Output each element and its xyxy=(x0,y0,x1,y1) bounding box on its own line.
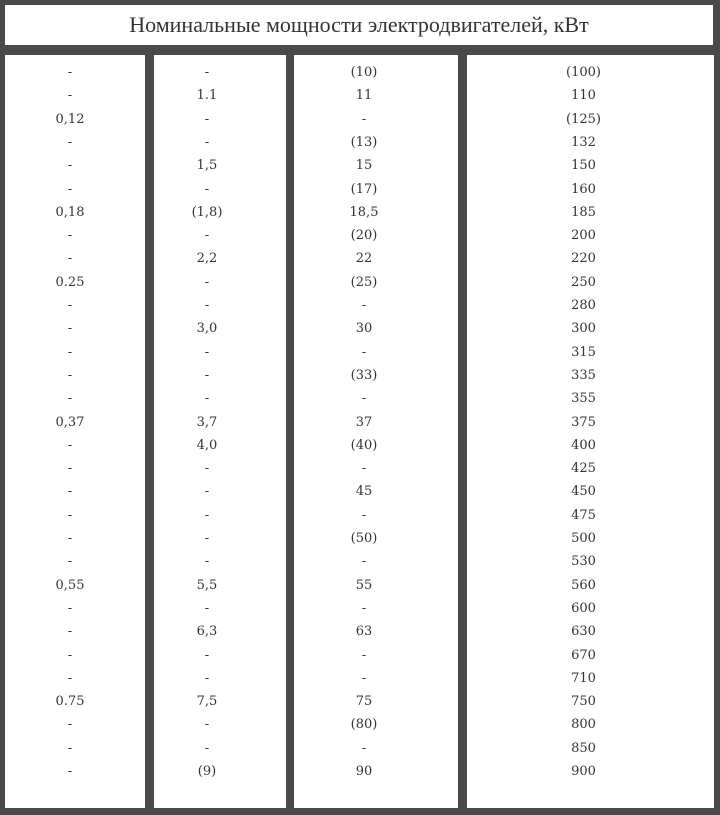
table-cell: - xyxy=(204,600,210,616)
table-cell: - xyxy=(67,134,73,150)
table-cell: 600 xyxy=(571,600,596,616)
table-cell: - xyxy=(361,507,367,523)
table-cell: 710 xyxy=(571,670,596,686)
table-cell: - xyxy=(67,228,73,244)
table-cell: 750 xyxy=(571,694,596,710)
table-cell: - xyxy=(67,484,73,500)
table-cell: - xyxy=(361,344,367,360)
table-cell: 15 xyxy=(355,158,373,174)
table-cell: 450 xyxy=(571,484,596,500)
table-cell: 63 xyxy=(355,624,373,640)
table-cell: - xyxy=(204,65,210,80)
table-cell: - xyxy=(67,717,73,733)
table-cell: 200 xyxy=(571,228,596,244)
table-cell: - xyxy=(204,484,210,500)
table-cell: 500 xyxy=(571,531,596,546)
table-cell: 185 xyxy=(571,204,596,220)
table-cell: (125) xyxy=(566,111,601,127)
table-cell: - xyxy=(361,740,367,756)
table-cell: - xyxy=(67,158,73,174)
table-cell: 37 xyxy=(355,414,373,430)
table-cell: 150 xyxy=(571,158,596,174)
table-cell: 45 xyxy=(355,484,373,500)
table-cell: 400 xyxy=(571,437,596,453)
table-cell: 1,5 xyxy=(196,158,218,174)
table-cell: - xyxy=(67,764,73,779)
table-cell: - xyxy=(361,600,367,616)
table-cell: 560 xyxy=(571,577,596,593)
table-cell: 425 xyxy=(571,461,596,477)
table-cell: - xyxy=(67,88,73,104)
table-cell: - xyxy=(204,344,210,360)
table-cell: - xyxy=(67,251,73,267)
table-cell: 300 xyxy=(571,321,596,337)
table-cell: 75 xyxy=(355,694,373,710)
table-cell: 0,37 xyxy=(55,414,85,430)
table-cell: 3,0 xyxy=(196,321,218,337)
table-cell: - xyxy=(67,740,73,756)
table-cell: 132 xyxy=(571,134,596,150)
table-cell: - xyxy=(361,461,367,477)
table-cell: 250 xyxy=(571,274,596,290)
power-column-3 xyxy=(294,55,458,808)
table-cell: - xyxy=(361,670,367,686)
table-cell: - xyxy=(204,367,210,383)
table-cell: - xyxy=(67,647,73,663)
table-cell: - xyxy=(67,437,73,453)
table-cell: (17) xyxy=(350,181,378,197)
table-cell: 670 xyxy=(571,647,596,663)
table-cell: 0,55 xyxy=(55,577,85,593)
table-cell: 18,5 xyxy=(349,204,379,220)
table-cell: 850 xyxy=(571,740,596,756)
table-cell: 530 xyxy=(571,554,596,570)
table-title: Номинальные мощности электродвигателей, кВт xyxy=(129,12,589,37)
table-cell: - xyxy=(204,274,210,290)
table-cell: 475 xyxy=(571,507,596,523)
table-cell: (20) xyxy=(350,228,378,244)
table-cell: (50) xyxy=(350,531,378,546)
table-cell: - xyxy=(67,600,73,616)
table-cell: - xyxy=(67,344,73,360)
table-cell: - xyxy=(204,134,210,150)
table-cell: - xyxy=(67,181,73,197)
table-cell: (10) xyxy=(350,65,378,80)
table-cell: - xyxy=(67,367,73,383)
table-cell: - xyxy=(204,670,210,686)
table-cell: - xyxy=(204,461,210,477)
table-cell: 4,0 xyxy=(196,437,218,453)
table-cell: (13) xyxy=(350,134,378,150)
table-cell: 90 xyxy=(355,764,373,779)
table-cell: 22 xyxy=(355,251,373,267)
table-cell: - xyxy=(361,298,367,313)
table-cell: 5,5 xyxy=(196,577,218,593)
table-cell: - xyxy=(204,391,210,407)
table-cell: (40) xyxy=(350,437,378,453)
table-cell: - xyxy=(204,647,210,663)
table-cell: - xyxy=(67,507,73,523)
table-cell: - xyxy=(204,228,210,244)
table-cell: - xyxy=(361,647,367,663)
table-cell: 1.1 xyxy=(196,88,218,104)
table-cell: - xyxy=(67,670,73,686)
table-cell: 220 xyxy=(571,251,596,267)
table-cell: - xyxy=(361,554,367,570)
table-cell: 355 xyxy=(571,391,596,407)
table-cell: (80) xyxy=(350,717,378,733)
power-column-1 xyxy=(5,55,145,808)
table-cell: 335 xyxy=(571,367,596,383)
table-cell: - xyxy=(67,298,73,313)
table-cell: (9) xyxy=(197,764,217,779)
table-cell: 160 xyxy=(571,181,596,197)
table-cell: - xyxy=(67,624,73,640)
table-cell: 900 xyxy=(571,764,596,779)
table-cell: 30 xyxy=(355,321,373,337)
table-cell: 315 xyxy=(571,344,596,360)
table-cell: - xyxy=(204,298,210,313)
table-cell: 110 xyxy=(571,88,596,104)
table-cell: 0,18 xyxy=(55,204,85,220)
table-cell: 0,12 xyxy=(55,111,85,127)
table-cell: - xyxy=(67,321,73,337)
table-cell: - xyxy=(67,391,73,407)
power-column-2 xyxy=(154,55,286,808)
table-cell: 0.25 xyxy=(55,274,85,290)
table-cell: - xyxy=(361,111,367,127)
table-cell: 7,5 xyxy=(196,694,218,710)
table-cell: - xyxy=(204,111,210,127)
table-cell: - xyxy=(67,531,73,546)
table-cell: (100) xyxy=(566,65,601,80)
table-cell: 280 xyxy=(571,298,596,313)
table-cell: - xyxy=(67,461,73,477)
power-column-4 xyxy=(467,55,714,808)
table-title-box xyxy=(5,5,713,45)
table-cell: 800 xyxy=(571,717,596,733)
table-cell: (33) xyxy=(350,367,378,383)
table-cell: - xyxy=(204,181,210,197)
table-cell: 2,2 xyxy=(196,251,218,267)
table-cell: 375 xyxy=(571,414,596,430)
table-cell: - xyxy=(67,65,73,80)
table-cell: - xyxy=(204,507,210,523)
table-cell: (1,8) xyxy=(191,204,223,220)
table-cell: 11 xyxy=(355,88,373,104)
table-cell: 3,7 xyxy=(196,414,218,430)
table-cell: 6,3 xyxy=(196,624,218,640)
table-cell: - xyxy=(204,531,210,546)
table-cell: - xyxy=(204,554,210,570)
table-cell: (25) xyxy=(350,274,378,290)
table-cell: 630 xyxy=(571,624,596,640)
table-cell: - xyxy=(361,391,367,407)
table-cell: - xyxy=(204,717,210,733)
table-cell: - xyxy=(204,740,210,756)
table-cell: 55 xyxy=(355,577,373,593)
table-cell: 0.75 xyxy=(55,694,85,710)
table-cell: - xyxy=(67,554,73,570)
